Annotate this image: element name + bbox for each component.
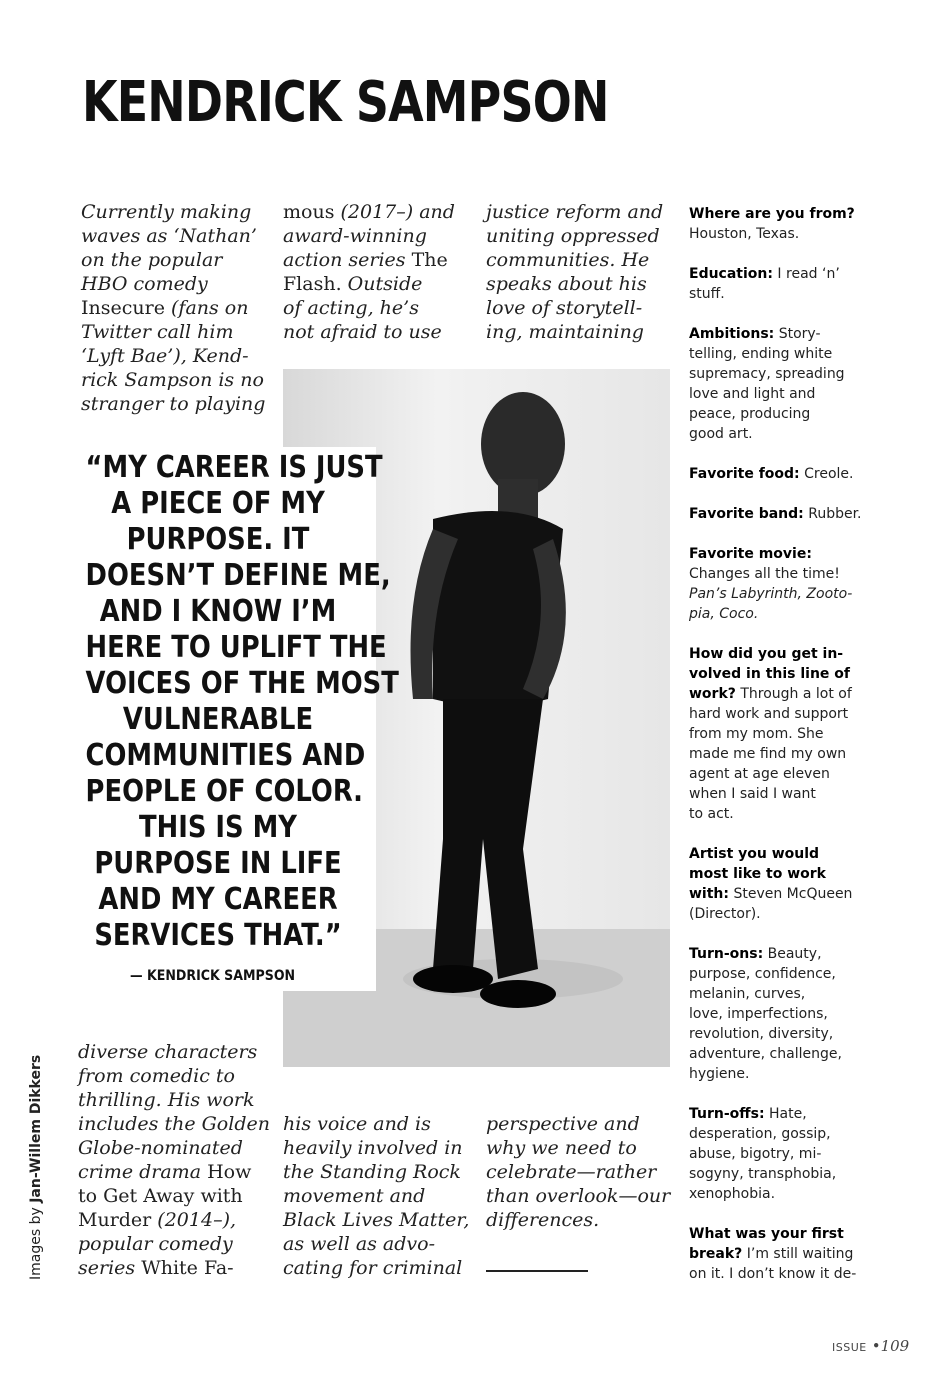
qa-answer: pia, Coco. xyxy=(689,606,759,622)
text-line xyxy=(78,1064,268,1088)
text-line xyxy=(283,1184,473,1208)
pull-quote-line: VOICES OF THE MOST xyxy=(85,666,399,701)
qa-answer: I’m still waiting xyxy=(742,1246,854,1262)
intro-column-3 xyxy=(486,200,676,344)
qa-answer: Hate, xyxy=(764,1106,807,1122)
body-text: Black Lives Matter, xyxy=(283,1209,470,1231)
text-line xyxy=(81,200,271,224)
body-text: on the popular xyxy=(81,249,223,271)
lower-column-3 xyxy=(486,1112,676,1232)
title-text: White Fa- xyxy=(141,1257,234,1279)
body-text: love of storytell- xyxy=(486,297,643,319)
qa-answer: telling, ending white xyxy=(689,346,833,362)
qa-answer: peace, producing xyxy=(689,406,811,422)
qa-line xyxy=(689,884,889,904)
folio-label: ISSUE xyxy=(832,1341,867,1354)
qa-line xyxy=(689,544,889,564)
text-line xyxy=(283,1232,473,1256)
qa-line xyxy=(689,424,889,444)
body-text: heavily involved in xyxy=(283,1137,463,1159)
qa-answer: stuff. xyxy=(689,286,725,302)
qa-line xyxy=(689,904,889,924)
body-text: his voice and is xyxy=(283,1113,431,1135)
qa-answer: abuse, bigotry, mi- xyxy=(689,1146,822,1162)
qa-line xyxy=(689,984,889,1004)
text-line xyxy=(486,320,676,344)
qa-line xyxy=(689,1244,889,1264)
body-text: popular comedy xyxy=(78,1233,233,1255)
body-text: celebrate—rather xyxy=(486,1161,657,1183)
title-text: The xyxy=(411,249,448,271)
body-text: cating for criminal xyxy=(283,1257,463,1279)
body-text: (2017–) and xyxy=(334,201,455,223)
qa-answer: Beauty, xyxy=(763,946,822,962)
body-text: the Standing Rock xyxy=(283,1161,461,1183)
page-folio xyxy=(832,1337,909,1355)
body-text: Outside xyxy=(341,273,423,295)
body-text: Globe-nominated xyxy=(78,1137,243,1159)
text-line xyxy=(78,1040,268,1064)
text-line xyxy=(283,1112,473,1136)
photo-credit xyxy=(28,1055,44,1280)
text-line xyxy=(283,272,473,296)
qa-answer: love and light and xyxy=(689,386,816,402)
qa-answer: adventure, challenge, xyxy=(689,1046,842,1062)
text-line xyxy=(78,1184,268,1208)
qa-answer: Story- xyxy=(774,326,821,342)
qa-answer: desperation, gossip, xyxy=(689,1126,831,1142)
qa-line xyxy=(689,644,889,664)
text-line xyxy=(81,320,271,344)
qa-line xyxy=(689,704,889,724)
qa-answer: Creole. xyxy=(799,466,854,482)
pull-quote-line: VULNERABLE xyxy=(122,702,314,737)
page-number: 109 xyxy=(880,1337,910,1355)
text-line xyxy=(486,224,676,248)
body-text: movement and xyxy=(283,1185,426,1207)
text-line xyxy=(486,1208,676,1232)
pull-quote-line: A PIECE OF MY xyxy=(111,486,325,521)
qa-line xyxy=(689,784,889,804)
qa-line xyxy=(689,1164,889,1184)
body-text: ing, maintaining xyxy=(486,321,644,343)
qa-answer: Through a lot of xyxy=(735,686,852,702)
qa-answer: I read ‘n’ xyxy=(772,266,840,282)
title-text: mous xyxy=(283,201,335,223)
title-text: How xyxy=(207,1161,252,1183)
qa-line xyxy=(689,264,889,284)
qa-line xyxy=(689,324,889,344)
text-line xyxy=(78,1256,268,1280)
qa-question: Turn-offs: xyxy=(689,1106,765,1122)
title-text: to Get Away with xyxy=(78,1185,243,1207)
qa-answer: from my mom. She xyxy=(689,726,824,742)
body-text: diverse characters xyxy=(78,1041,258,1063)
qa-answer: Changes all the time! xyxy=(689,566,840,582)
folio-separator: • xyxy=(871,1337,881,1355)
qa-item xyxy=(689,544,889,624)
qa-question: How did you get in- xyxy=(689,646,844,662)
qa-answer: purpose, confidence, xyxy=(689,966,836,982)
qa-answer: Rubber. xyxy=(803,506,862,522)
qa-line xyxy=(689,964,889,984)
body-text: justice reform and xyxy=(486,201,664,223)
text-line xyxy=(81,392,271,416)
qa-answer: made me find my own xyxy=(689,746,847,762)
qa-question: Artist you would xyxy=(689,846,820,862)
qa-answer: Pan’s Labyrinth, Zooto- xyxy=(689,586,853,602)
qa-answer: hard work and support xyxy=(689,706,849,722)
qa-line xyxy=(689,404,889,424)
body-text: thrilling. His work xyxy=(78,1089,255,1111)
qa-line xyxy=(689,744,889,764)
qa-line xyxy=(689,284,889,304)
qa-line xyxy=(689,604,889,624)
qa-question: Ambitions: xyxy=(689,326,775,342)
column-end-rule xyxy=(486,1270,588,1272)
text-line xyxy=(78,1208,268,1232)
qa-answer: Houston, Texas. xyxy=(689,226,800,242)
text-line xyxy=(78,1088,268,1112)
qa-answer: xenophobia. xyxy=(689,1186,776,1202)
qa-line xyxy=(689,224,889,244)
qa-line xyxy=(689,1104,889,1124)
text-line xyxy=(486,296,676,320)
text-line xyxy=(486,200,676,224)
text-line xyxy=(283,296,473,320)
qa-line xyxy=(689,1044,889,1064)
qa-line xyxy=(689,564,889,584)
pull-quote-line: HERE TO UPLIFT THE xyxy=(85,630,387,665)
pull-quote-line: PURPOSE IN LIFE xyxy=(94,846,342,881)
body-text: Currently making xyxy=(81,201,252,223)
pull-quote-line: PEOPLE OF COLOR. xyxy=(85,774,363,809)
text-line xyxy=(283,224,473,248)
body-text: (2014–), xyxy=(151,1209,237,1231)
pull-quote-attribution: — KENDRICK SAMPSON xyxy=(130,968,296,984)
body-text: action series xyxy=(283,249,412,271)
qa-answer: when I said I want xyxy=(689,786,816,802)
qa-line xyxy=(689,664,889,684)
qa-line xyxy=(689,1124,889,1144)
qa-line xyxy=(689,724,889,744)
qa-line xyxy=(689,464,889,484)
body-text: uniting oppressed xyxy=(486,225,660,247)
qa-line xyxy=(689,684,889,704)
lower-column-1 xyxy=(78,1040,268,1280)
pull-quote-line: “MY CAREER IS JUST xyxy=(85,450,383,485)
qa-item xyxy=(689,204,889,244)
qa-line xyxy=(689,1024,889,1044)
text-line xyxy=(81,248,271,272)
body-text: ‘Lyft Bae’), Kend- xyxy=(81,345,249,367)
text-line xyxy=(486,1112,676,1136)
qa-question: Favorite movie: xyxy=(689,546,812,562)
qa-line xyxy=(689,1224,889,1244)
body-text: speaks about his xyxy=(486,273,647,295)
qa-item xyxy=(689,324,889,444)
qa-item xyxy=(689,504,889,524)
qa-item xyxy=(689,264,889,304)
qa-line xyxy=(689,504,889,524)
qa-answer: love, imperfections, xyxy=(689,1006,828,1022)
body-text: than overlook—our xyxy=(486,1185,671,1207)
text-line xyxy=(78,1112,268,1136)
pull-quote-line: AND I KNOW I’M xyxy=(99,594,337,629)
qa-line xyxy=(689,364,889,384)
qa-line xyxy=(689,204,889,224)
qa-question: Favorite food: xyxy=(689,466,800,482)
photo-credit-name: Jan-Willem Dikkers xyxy=(28,1054,44,1203)
qa-answer: hygiene. xyxy=(689,1066,750,1082)
qa-line xyxy=(689,804,889,824)
qa-line xyxy=(689,1144,889,1164)
qa-line xyxy=(689,344,889,364)
body-text: stranger to playing xyxy=(81,393,266,415)
text-line xyxy=(283,1208,473,1232)
text-line xyxy=(486,272,676,296)
qa-line xyxy=(689,1184,889,1204)
qa-line xyxy=(689,584,889,604)
qa-question: Education: xyxy=(689,266,773,282)
lower-column-2 xyxy=(283,1112,473,1280)
qa-question: work? xyxy=(689,686,736,702)
qa-answer: melanin, curves, xyxy=(689,986,806,1002)
pull-quote-line: PURPOSE. IT xyxy=(126,522,310,557)
qa-item xyxy=(689,844,889,924)
qa-line xyxy=(689,1004,889,1024)
qa-line xyxy=(689,1264,889,1284)
text-line xyxy=(78,1136,268,1160)
text-line xyxy=(81,224,271,248)
title-text: Flash. xyxy=(283,273,342,295)
qa-answer: revolution, diversity, xyxy=(689,1026,834,1042)
qa-question: What was your first xyxy=(689,1226,844,1242)
intro-column-2 xyxy=(283,200,473,344)
intro-column-1 xyxy=(81,200,271,416)
text-line xyxy=(283,200,473,224)
text-line xyxy=(486,1136,676,1160)
qa-question: Where are you from? xyxy=(689,206,855,222)
body-text: (fans on xyxy=(164,297,249,319)
qa-line xyxy=(689,864,889,884)
body-text: of acting, he’s xyxy=(283,297,419,319)
title-text: Murder xyxy=(78,1209,152,1231)
pull-quote-line: THIS IS MY xyxy=(139,810,297,845)
qa-answer: on it. I don’t know it de- xyxy=(689,1266,857,1282)
pull-quote xyxy=(64,450,399,954)
text-line xyxy=(81,296,271,320)
qa-item xyxy=(689,464,889,484)
qa-line xyxy=(689,1064,889,1084)
qa-question: break? xyxy=(689,1246,743,1262)
pull-quote-line: DOESN’T DEFINE ME, xyxy=(85,558,391,593)
body-text: rick Sampson is no xyxy=(81,369,264,391)
qa-line xyxy=(689,384,889,404)
body-text: from comedic to xyxy=(78,1065,235,1087)
text-line xyxy=(283,1256,473,1280)
text-line xyxy=(283,320,473,344)
qa-question: volved in this line of xyxy=(689,666,851,682)
text-line xyxy=(283,248,473,272)
qa-question: most like to work xyxy=(689,866,826,882)
qa-answer: agent at age eleven xyxy=(689,766,830,782)
text-line xyxy=(283,1160,473,1184)
qa-answer: sogyny, transphobia, xyxy=(689,1166,837,1182)
qa-item xyxy=(689,1104,889,1204)
body-text: Twitter call him xyxy=(81,321,234,343)
title-text: Insecure xyxy=(81,297,165,319)
text-line xyxy=(486,248,676,272)
pull-quote-line: SERVICES THAT.” xyxy=(94,918,342,953)
body-text: series xyxy=(78,1257,142,1279)
qa-question: Turn-ons: xyxy=(689,946,764,962)
text-line xyxy=(81,272,271,296)
body-text: communities. He xyxy=(486,249,650,271)
qa-item xyxy=(689,644,889,824)
qa-question: with: xyxy=(689,886,729,902)
qa-line xyxy=(689,844,889,864)
body-text: why we need to xyxy=(486,1137,637,1159)
body-text: includes the Golden xyxy=(78,1113,270,1135)
qa-line xyxy=(689,764,889,784)
photo-credit-prefix: Images by xyxy=(28,1202,44,1280)
text-line xyxy=(81,368,271,392)
text-line xyxy=(486,1184,676,1208)
text-line xyxy=(81,344,271,368)
text-line xyxy=(78,1232,268,1256)
body-text: award-winning xyxy=(283,225,427,247)
qa-line xyxy=(689,944,889,964)
body-text: as well as advo- xyxy=(283,1233,436,1255)
body-text: perspective and xyxy=(486,1113,640,1135)
text-line xyxy=(78,1160,268,1184)
qa-answer: (Director). xyxy=(689,906,761,922)
qa-item xyxy=(689,944,889,1084)
body-text: waves as ‘Nathan’ xyxy=(81,225,257,247)
body-text: differences. xyxy=(486,1209,600,1231)
body-text: HBO comedy xyxy=(81,273,208,295)
qa-question: Favorite band: xyxy=(689,506,804,522)
pull-quote-line: AND MY CAREER xyxy=(98,882,338,917)
qa-answer: supremacy, spreading xyxy=(689,366,845,382)
body-text: crime drama xyxy=(78,1161,208,1183)
article-title: KENDRICK SAMPSON xyxy=(82,70,609,135)
qa-sidebar xyxy=(689,204,889,1304)
qa-answer: Steven McQueen xyxy=(729,886,853,902)
text-line xyxy=(283,1136,473,1160)
text-line xyxy=(486,1160,676,1184)
qa-item xyxy=(689,1224,889,1284)
body-text: not afraid to use xyxy=(283,321,442,343)
qa-answer: good art. xyxy=(689,426,753,442)
qa-answer: to act. xyxy=(689,806,734,822)
pull-quote-line: COMMUNITIES AND xyxy=(85,738,366,773)
